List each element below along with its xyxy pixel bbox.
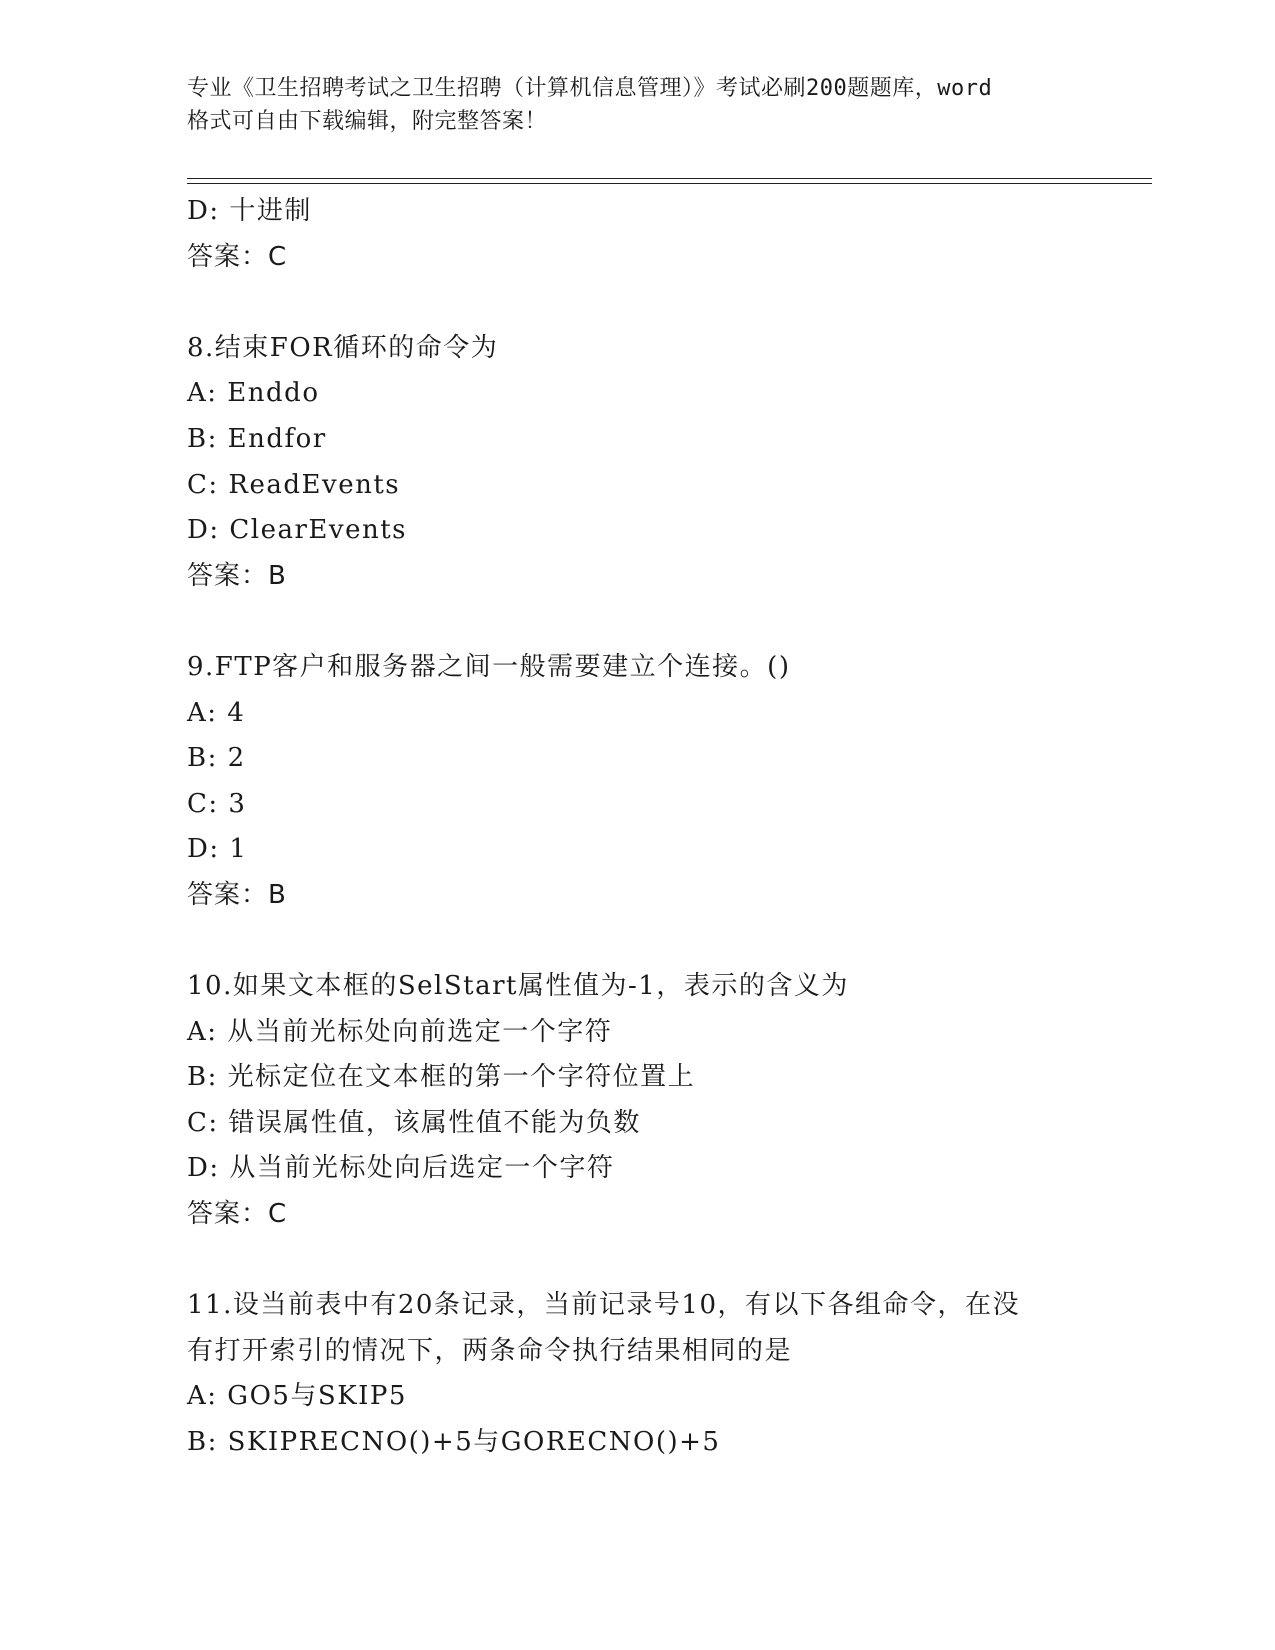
- question-stem: 10.如果文本框的SelStart属性值为-1，表示的含义为: [187, 971, 849, 1002]
- header-divider-bottom: [187, 183, 1152, 184]
- option-d: D: 1: [187, 834, 248, 865]
- answer-line: 答案：B: [187, 560, 287, 591]
- document-header: [187, 72, 1087, 138]
- question-11: [187, 1283, 1147, 1465]
- option-a: A: Enddo: [187, 378, 320, 409]
- option-a: A: 4: [187, 697, 246, 728]
- option-d: D: 十进制: [187, 196, 312, 226]
- question-stem: 8.结束FOR循环的命令为: [187, 332, 499, 363]
- question-9: [187, 645, 1147, 919]
- option-a: A: GO5与SKIP5: [187, 1381, 407, 1412]
- question-stem-line-1: 11.设当前表中有20条记录，当前记录号10，有以下各组命令，在没: [187, 1290, 1021, 1321]
- question-stem-line-2: 有打开索引的情况下，两条命令执行结果相同的是: [187, 1335, 793, 1366]
- option-d: D: ClearEvents: [187, 515, 407, 546]
- answer-line: 答案：B: [187, 879, 287, 910]
- option-c: C: 3: [187, 788, 247, 819]
- answer-line: 答案：C: [187, 241, 288, 272]
- header-line-1: 专业《卫生招聘考试之卫生招聘（计算机信息管理）》考试必刷200题题库，word: [187, 76, 993, 101]
- question-gap: [187, 1238, 1147, 1284]
- question-gap: [187, 919, 1147, 965]
- option-b: B: Endfor: [187, 423, 327, 454]
- question-gap: [187, 280, 1147, 326]
- option-c: C: ReadEvents: [187, 469, 401, 500]
- answer-line: 答案：C: [187, 1199, 288, 1230]
- option-c: C: 错误属性值，该属性值不能为负数: [187, 1107, 641, 1138]
- option-d: D: 从当前光标处向后选定一个字符: [187, 1153, 615, 1184]
- option-b: B: 光标定位在文本框的第一个字符位置上: [187, 1062, 696, 1093]
- question-stem: 9.FTP客户和服务器之间一般需要建立个连接。(): [187, 651, 791, 682]
- question-list: [187, 189, 1147, 1466]
- option-b: B: 2: [187, 743, 246, 774]
- header-divider-top: [187, 178, 1152, 179]
- question-gap: [187, 599, 1147, 645]
- header-line-2: 格式可自由下载编辑，附完整答案！: [187, 109, 548, 134]
- option-b: B: SKIPRECNO()+5与GORECNO()+5: [187, 1427, 721, 1458]
- option-a: A: 从当前光标处向前选定一个字符: [187, 1016, 613, 1047]
- question-prev-continuation: [187, 189, 1147, 280]
- question-8: [187, 326, 1147, 600]
- question-10: [187, 964, 1147, 1238]
